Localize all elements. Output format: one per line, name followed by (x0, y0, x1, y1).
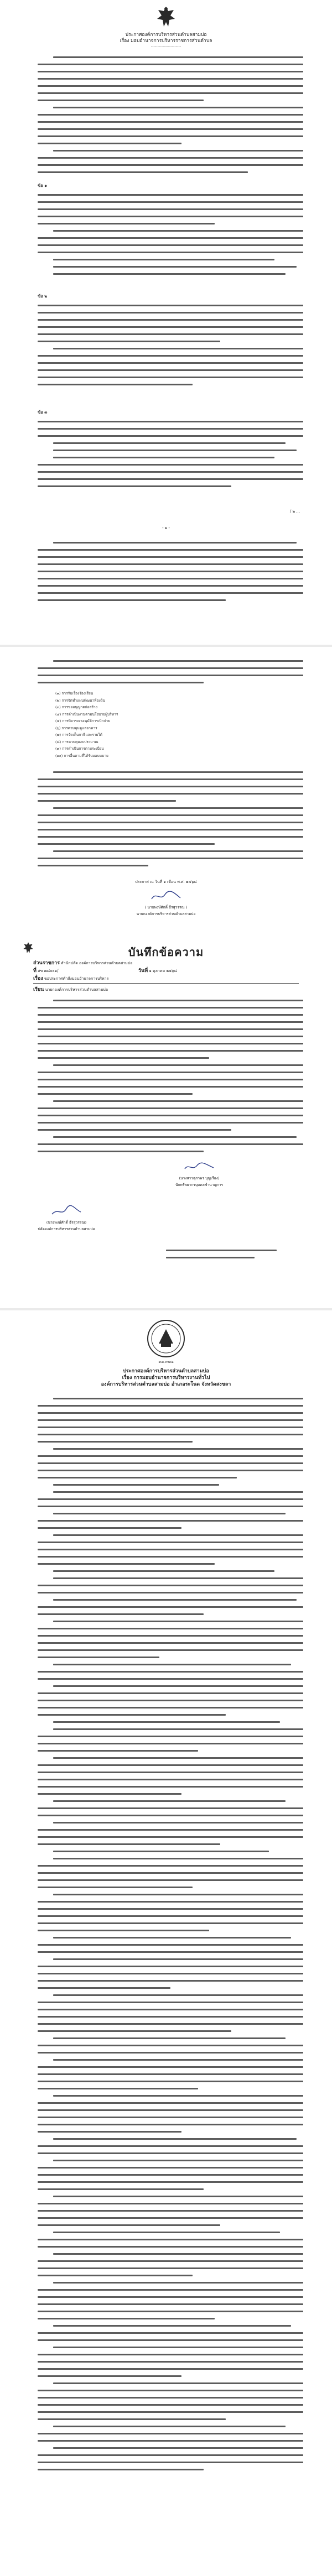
signature-icon (149, 890, 183, 902)
memo-approval-note (166, 1244, 299, 1258)
list-item: (๗) การจัดเก็บภาษีและรายได้ (55, 733, 102, 737)
announcement-subject: เรื่อง มอบอำนาจการบริหารราชการส่วนตำบล (120, 38, 212, 44)
page2-opening-paragraph (38, 655, 303, 683)
page3-title-3: องค์การบริหารส่วนตำบลสามบ่อ อำเภอระโนด จังหวัดสงขลา (101, 1382, 231, 1387)
memo-ref-label: ที่ (33, 968, 37, 974)
memo-to-row (33, 986, 299, 993)
memo-subject-row (33, 975, 299, 982)
page2-body-paragraph (38, 766, 303, 866)
page1-section-1 (38, 182, 303, 275)
page3-body (38, 1392, 303, 2470)
memo-separator (33, 983, 299, 984)
list-item: (๔) การดำเนินงานตามนโยบายผู้บริหาร (55, 712, 118, 717)
title-separator: ----------------------- (151, 44, 181, 49)
memo-subject-label: เรื่อง (33, 976, 43, 981)
authority-list (55, 690, 299, 759)
list-item: (๑) การรับเรื่องร้องเรียน (55, 691, 94, 696)
page1-continued-paragraph (38, 536, 303, 601)
effective-date: ประกาศ ณ วันที่ ๑ เดือน พ.ศ. ๒๕๖๘ (135, 880, 197, 884)
section-label: ข้อ ๑ (38, 183, 48, 188)
section-label: ข้อ ๒ (38, 294, 48, 299)
page-number: - ๒ - (162, 526, 170, 530)
signature-icon (50, 1205, 83, 1218)
memo-signer1-name: (นางสาวสุภาพร บุญเรือง) (179, 1176, 220, 1180)
page-3 (0, 1310, 332, 2576)
page1-section-2 (38, 293, 303, 385)
list-item: (๑๐) การอื่นตามที่ได้รับมอบหมาย (55, 753, 108, 758)
memo-agency-label: ส่วนราชการ (33, 960, 60, 966)
page1-section-3 (38, 409, 303, 487)
list-item: (๒) การจัดทำแผนพัฒนาท้องถิ่น (55, 698, 106, 703)
page3-title-1: ประกาศองค์การบริหารส่วนตำบลสามบ่อ (123, 1368, 209, 1374)
memo-agency-value: สำนักปลัด องค์การบริหารส่วนตำบลสามบ่อ (61, 961, 133, 965)
signatory-title: นายกองค์การบริหารส่วนตำบลสามบ่อ (136, 912, 196, 916)
signature-icon (183, 1161, 216, 1173)
list-item: (๕) การพิจารณาอนุมัติการเบิกจ่าย (55, 719, 110, 723)
garuda-emblem-icon (155, 4, 177, 29)
memo-subject-value: ขอประกาศคำสั่งมอบอำนาจการบริหาร (44, 976, 109, 981)
memo-ref-row (33, 968, 299, 974)
memo-to-label: เรียน (33, 987, 44, 992)
list-item: (๙) การดำเนินการตามระเบียบ (55, 746, 104, 751)
page-2 (0, 647, 332, 1310)
signatory-name: ( นายพงษ์ศักดิ์ ธีรสุวรรณ ) (144, 905, 188, 910)
page3-title-2: เรื่อง การมอบอำนาจการบริหารงานทั่วไป (122, 1375, 210, 1381)
announcement-title: ประกาศองค์การบริหารส่วนตำบลสามบ่อ (125, 32, 207, 38)
seal-caption: อบต.สามบ่อ (158, 1361, 174, 1364)
memo-to-value: นายกองค์การบริหารส่วนตำบลสามบ่อ (45, 987, 108, 992)
section-label: ข้อ ๓ (38, 410, 48, 415)
memo-title: บันทึกข้อความ (128, 945, 204, 959)
memo-agency-row (33, 960, 299, 966)
memo-signer2-title: ปลัดองค์การบริหารส่วนตำบลสามบ่อ (38, 1227, 95, 1231)
list-item: (๘) การควบคุมงบประมาณ (55, 739, 98, 744)
memo-date-value: ๑ ตุลาคม ๒๕๖๘ (149, 969, 178, 973)
seal-emblem-icon (147, 1319, 185, 1358)
page-1 (0, 0, 332, 647)
memo-date-label: วันที่ (138, 968, 148, 974)
memo-body (38, 994, 303, 1152)
page1-intro-paragraph (38, 51, 303, 173)
page-continuation-marker: / ๒ ... (289, 509, 300, 514)
list-item: (๓) การขออนุญาตก่อสร้าง (55, 705, 97, 709)
memo-signer1-title: นักทรัพยากรบุคคลชำนาญการ (175, 1183, 224, 1187)
memo-signer2-name: (นายพงษ์ศักดิ์ ธีรสุวรรณ) (46, 1220, 87, 1225)
list-item: (๖) การควบคุมดูแลอาคาร (55, 725, 97, 730)
memo-ref-value: สข ๗๘๐๐๑/ (38, 969, 59, 973)
